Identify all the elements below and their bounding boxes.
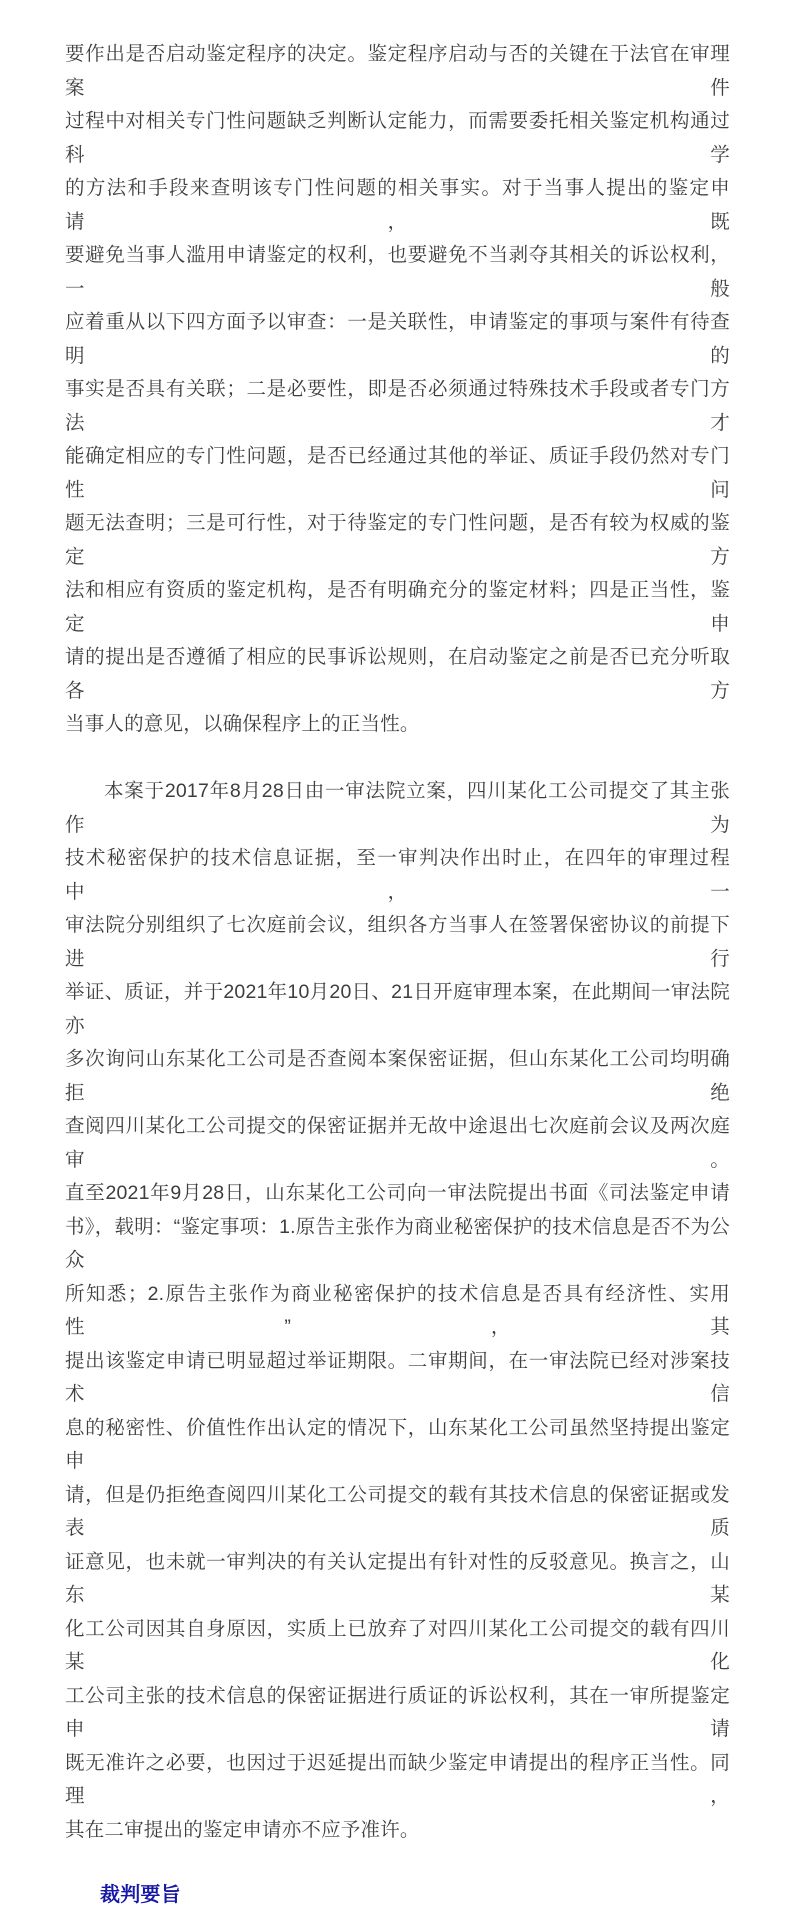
text-line: 能确定相应的专门性问题，是否已经通过其他的举证、质证手段仍然对专门性问 [65,445,730,501]
text-line: 题无法查明；三是可行性，对于待鉴定的专门性问题，是否有较为权威的鉴定方 [65,512,730,568]
text-line: 化工公司因其自身原因，实质上已放弃了对四川某化工公司提交的载有四川某化 [65,1617,730,1673]
document-content [65,38,730,1913]
text-line: 法和相应有资质的鉴定机构，是否有明确充分的鉴定材料；四是正当性，鉴定申 [65,579,730,635]
text-line: 书》，载明：“鉴定事项：1.原告主张作为商业秘密保护的技术信息是否不为公众 [65,1215,730,1271]
text-line: 要作出是否启动鉴定程序的决定。鉴定程序启动与否的关键在于法官在审理案件 [65,43,730,99]
text-line: 工公司主张的技术信息的保密证据进行质证的诉讼权利，其在一审所提鉴定申请 [65,1684,730,1740]
text-line: 请的提出是否遵循了相应的民事诉讼规则，在启动鉴定之前是否已充分听取各方 [65,646,730,702]
body-paragraph-1 [65,38,730,742]
body-paragraph-2 [65,775,730,1847]
text-line: 事实是否具有关联；二是必要性，即是否必须通过特殊技术手段或者专门方法才 [65,378,730,434]
text-line: 的方法和手段来查明该专门性问题的相关事实。对于当事人提出的鉴定申请，既 [65,177,730,233]
text-line: 本案于2017年8月28日由一审法院立案，四川某化工公司提交了其主张作为 [65,780,730,836]
text-line: 多次询问山东某化工公司是否查阅本案保密证据，但山东某化工公司均明确拒绝 [65,1048,730,1104]
text-line: 其在二审提出的鉴定申请亦不应予准许。 [65,1818,420,1841]
text-line: 查阅四川某化工公司提交的保密证据并无故中途退出七次庭前会议及两次庭审。 [65,1115,730,1171]
text-line: 所知悉；2.原告主张作为商业秘密保护的技术信息是否具有经济性、实用性”，其 [65,1282,730,1338]
text-line: 既无准许之必要，也因过于迟延提出而缺少鉴定申请提出的程序正当性。同理， [65,1751,730,1807]
text-line: 直至2021年9月28日，山东某化工公司向一审法院提出书面《司法鉴定申请 [65,1182,730,1204]
text-line: 当事人的意见，以确保程序上的正当性。 [65,713,420,735]
section-heading: 裁判要旨 [100,1884,181,1906]
text-line: 请，但是仍拒绝查阅四川某化工公司提交的载有其技术信息的保密证据或发表质 [65,1483,730,1539]
text-line: 要避免当事人滥用申请鉴定的权利，也要避免不当剥夺其相关的诉讼权利，一般 [65,244,730,300]
text-line: 证意见，也未就一审判决的有关认定提出有针对性的反驳意见。换言之，山东某 [65,1550,730,1606]
text-line: 举证、质证，并于2021年10月20日、21日开庭审理本案，在此期间一审法院亦 [65,981,730,1037]
text-line: 审法院分别组织了七次庭前会议，组织各方当事人在签署保密协议的前提下进行 [65,914,730,970]
text-line: 技术秘密保护的技术信息证据，至一审判决作出时止，在四年的审理过程中，一 [65,847,730,903]
text-line: 应着重从以下四方面予以审查：一是关联性，申请鉴定的事项与案件有待查明的 [65,311,730,367]
text-line: 过程中对相关专门性问题缺乏判断认定能力，而需要委托相关鉴定机构通过科学 [65,110,730,166]
text-line: 息的秘密性、价值性作出认定的情况下，山东某化工公司虽然坚持提出鉴定申 [65,1416,730,1472]
text-line: 提出该鉴定申请已明显超过举证期限。二审期间，在一审法院已经对涉案技术信 [65,1349,730,1405]
